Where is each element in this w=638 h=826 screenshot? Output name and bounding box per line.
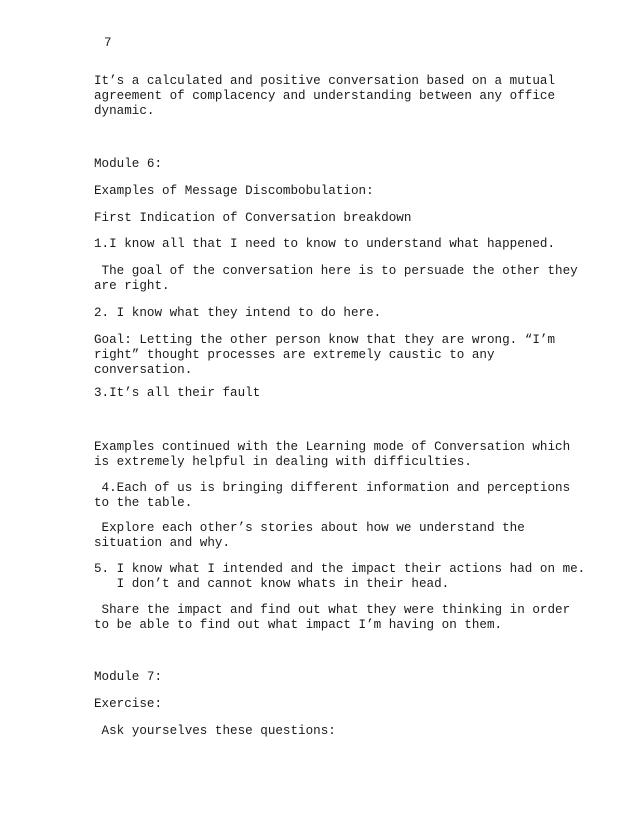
note-line: right” thought processes are extremely caustic to any (94, 348, 495, 362)
note-line: to be able to find out what impact I’m having on them. (94, 618, 503, 632)
page-number: 7 (104, 36, 112, 50)
section-title: First Indication of Conversation breakdown (94, 211, 412, 225)
intro-line: It’s a calculated and positive conversation based on a mutual (94, 74, 556, 88)
note-line: Share the impact and find out what they were thinking in order (94, 603, 571, 617)
note-line: situation and why. (94, 536, 231, 550)
note-line: Goal: Letting the other person know that they are wrong. “I’m (94, 333, 556, 347)
note-line: The goal of the conversation here is to persuade the other they (94, 264, 578, 278)
exercise-label: Exercise: (94, 697, 163, 711)
item-4-line: 4.Each of us is bringing different information and perceptions (94, 481, 571, 495)
intro-line: agreement of complacency and understanding between any office (94, 89, 556, 103)
item-4-line: to the table. (94, 496, 193, 510)
exercise-prompt: Ask yourselves these questions: (94, 724, 336, 738)
module-7-heading: Module 7: (94, 670, 163, 684)
item-5-line: 5. I know what I intended and the impact their actions had on me. (94, 562, 586, 576)
intro-line: dynamic. (94, 104, 155, 118)
note-line: Explore each other’s stories about how we understand the (94, 521, 525, 535)
module-6-subheading: Examples of Message Discombobulation: (94, 184, 374, 198)
item-2: 2. I know what they intend to do here. (94, 306, 382, 320)
item-5-line: I don’t and cannot know whats in their head. (94, 577, 450, 591)
note-line: conversation. (94, 363, 193, 377)
continued-line: is extremely helpful in dealing with difficulties. (94, 455, 472, 469)
item-3: 3.It’s all their fault (94, 386, 261, 400)
note-line: are right. (94, 279, 170, 293)
item-1: 1.I know all that I need to know to understand what happened. (94, 237, 556, 251)
module-6-heading: Module 6: (94, 157, 163, 171)
continued-line: Examples continued with the Learning mode of Conversation which (94, 440, 571, 454)
